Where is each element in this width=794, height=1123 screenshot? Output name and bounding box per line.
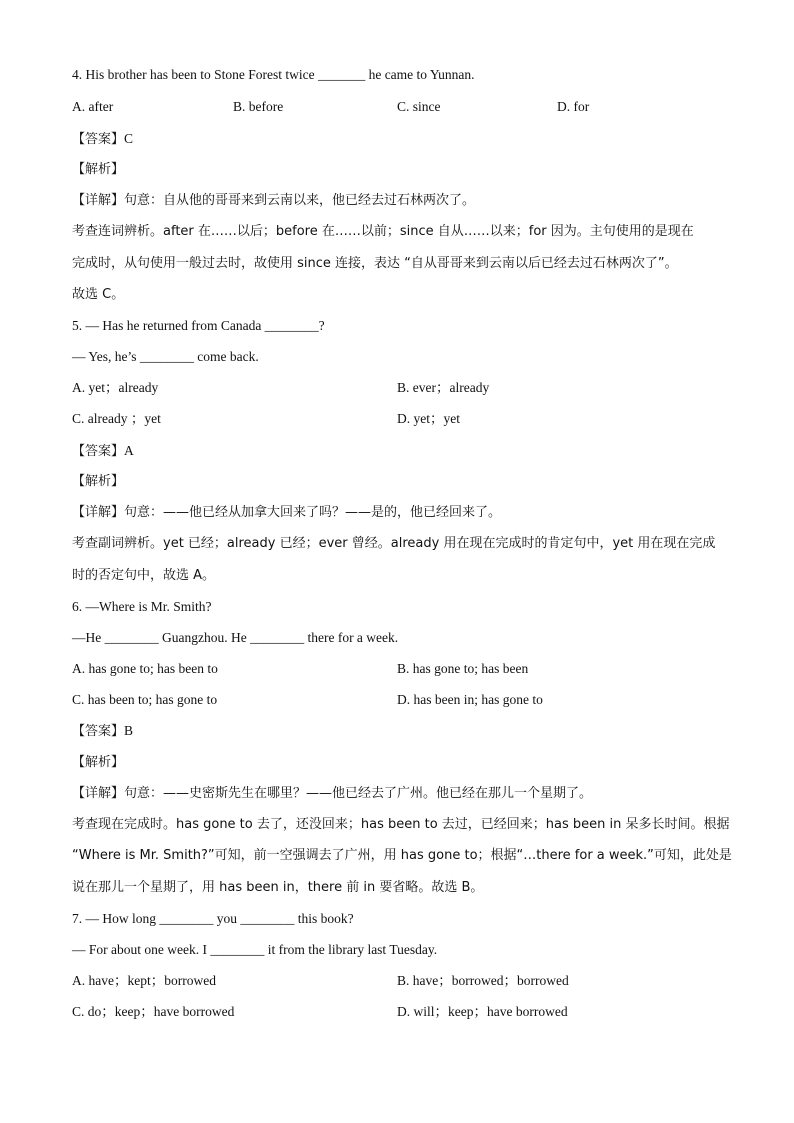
q5-stem-2: — Yes, he’s ________ come back. [72,349,259,364]
q6-option-d: D. has been in; has gone to [397,692,543,707]
q4-detail-1: 【详解】句意：自从他的哥哥来到云南以来，他已经去过石林两次了。 [72,193,476,208]
answer-tag: 【答案】 [72,132,125,147]
q6-detail-3: “Where is Mr. Smith?”可知，前一空强调去了广州，用 has gone to；根据“…there for a week.”可知，此处是 [72,848,732,863]
q5-detail-1: 【详解】句意：——他已经从加拿大回来了吗？——是的，他已经回来了。 [72,505,502,520]
q5-option-a: A. yet；already [72,380,159,395]
q7-stem-1: 7. — How long ________ you ________ this book? [72,911,354,926]
q5-detail-3: 时的否定句中，故选 A。 [72,568,216,583]
q5-answer [72,442,134,461]
q7-stem-2: — For about one week. I ________ it from the library last Tuesday. [72,942,438,957]
q5-analysis-tag: 【解析】 [72,474,125,489]
q4-detail-2: 考查连词辨析。after 在……以后；before 在……以前；since 自从……以来；for 因为。主句使用的是现在 [72,224,694,239]
q6-analysis-tag: 【解析】 [72,755,125,770]
q6-answer [72,722,133,741]
q4-option-a: A. after [72,99,114,114]
q4-analysis-tag: 【解析】 [72,162,125,177]
q7-option-d: D. will；keep；have borrowed [397,1004,568,1019]
q4-option-d: D. for [557,99,590,114]
answer-tag: 【答案】 [72,444,125,459]
q5-option-b: B. ever；already [397,380,490,395]
q6-stem-1: 6. —Where is Mr. Smith? [72,599,212,614]
q5-option-c: C. already ；yet [72,411,161,426]
q4-option-b: B. before [233,99,284,114]
q5-stem-1: 5. — Has he returned from Canada ________? [72,318,325,333]
answer-value: B [124,723,134,738]
q6-option-b: B. has gone to; has been [397,661,529,676]
answer-tag: 【答案】 [72,724,125,739]
q4-stem: 4. His brother has been to Stone Forest twice _______ he came to Yunnan. [72,67,475,82]
q4-detail-4: 故选 C。 [72,287,125,302]
q6-stem-2: —He ________ Guangzhou. He ________ there for a week. [72,630,399,645]
q6-detail-1: 【详解】句意：——史密斯先生在哪里？——他已经去了广州。他已经在那儿一个星期了。 [72,786,593,801]
answer-value: C [124,131,134,146]
q6-option-c: C. has been to; has gone to [72,692,218,707]
q6-detail-2: 考查现在完成时。has gone to 去了，还没回来；has been to 去过，已经回来；has been in 呆多长时间。根据 [72,817,730,832]
q7-option-c: C. do；keep；have borrowed [72,1004,235,1019]
q4-answer [72,130,133,149]
q7-option-b: B. have；borrowed；borrowed [397,973,569,988]
q6-option-a: A. has gone to; has been to [72,661,218,676]
q4-option-c: C. since [397,99,441,114]
q7-option-a: A. have；kept；borrowed [72,973,216,988]
q5-option-d: D. yet；yet [397,411,460,426]
q4-detail-3: 完成时，从句使用一般过去时，故使用 since 连接，表达 “自从哥哥来到云南以后已经去过石林两次了”。 [72,256,678,271]
q5-detail-2: 考查副词辨析。yet 已经；already 已经；ever 曾经。already 用在现在完成时的肯定句中，yet 用在现在完成 [72,536,716,551]
q6-detail-4: 说在那儿一个星期了，用 has been in，there 前 in 要省略。故选 B。 [72,880,484,895]
answer-value: A [124,443,134,458]
